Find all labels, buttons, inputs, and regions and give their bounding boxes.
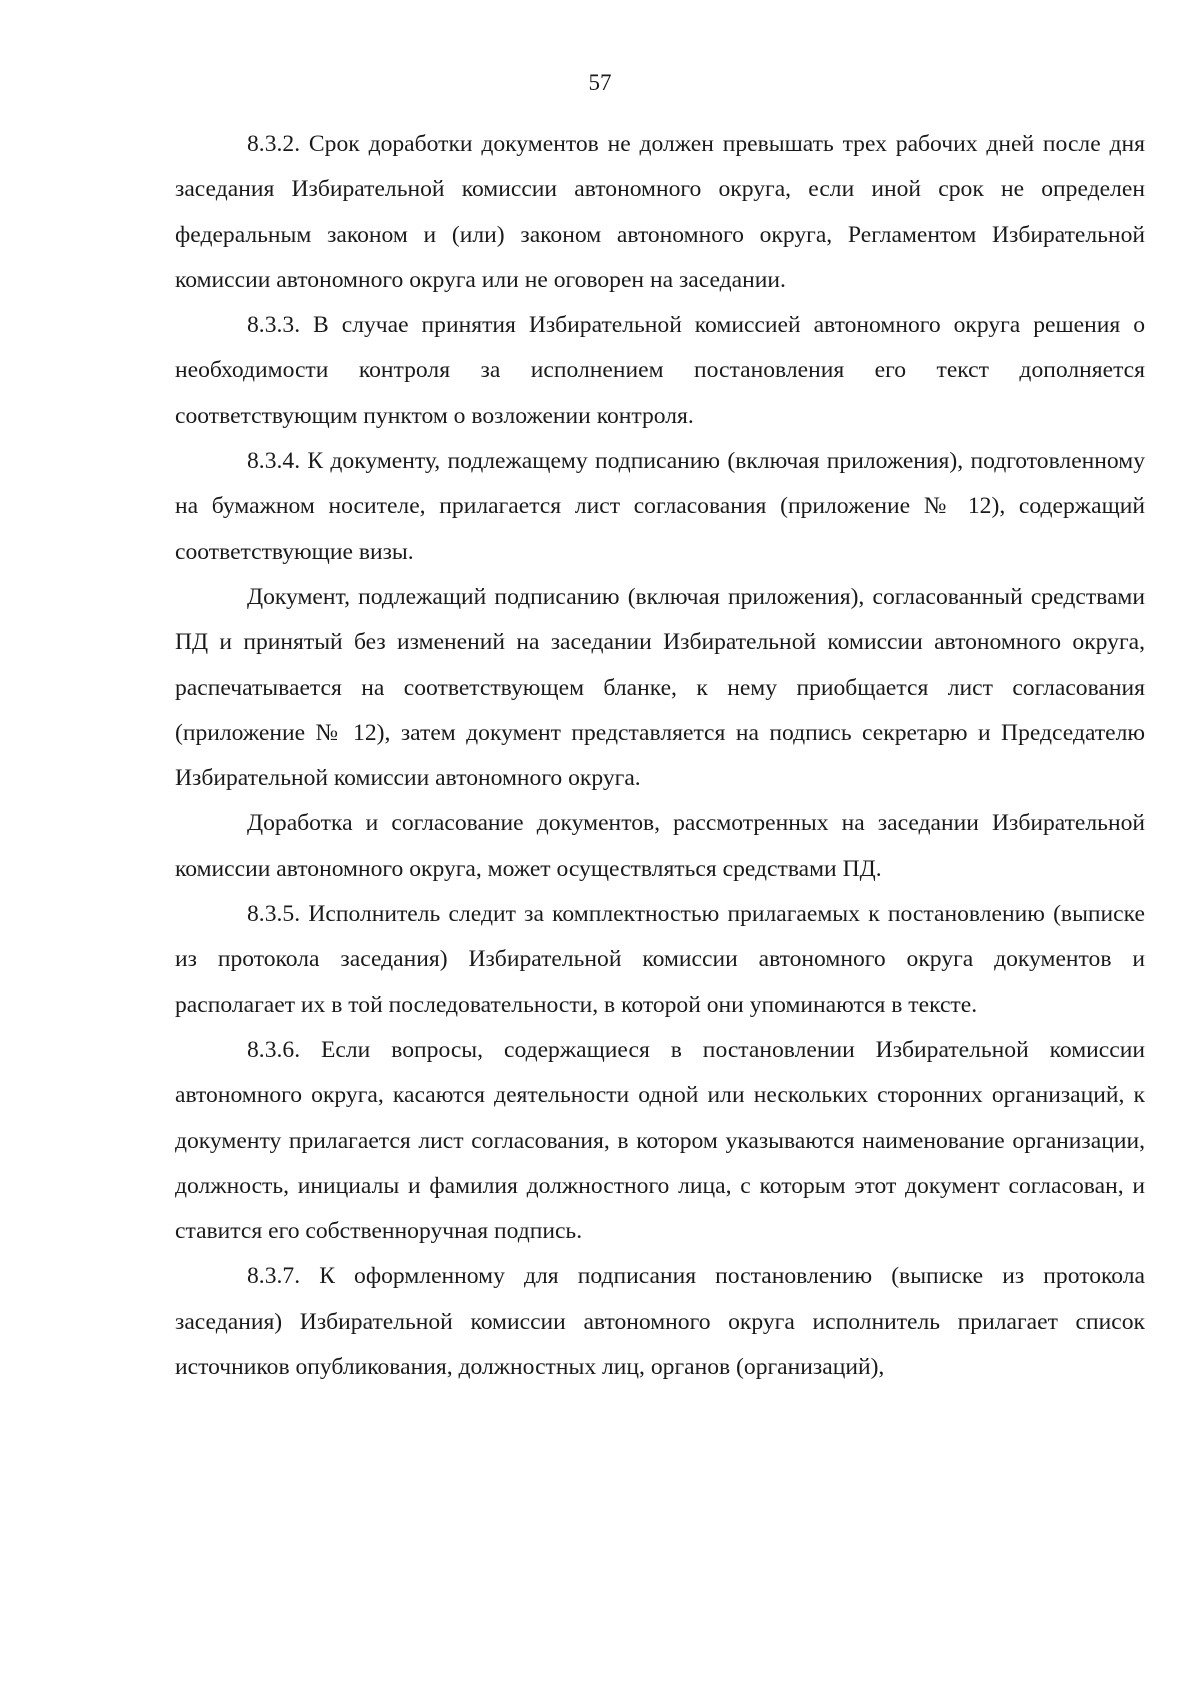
page-number: 57: [588, 70, 612, 95]
paragraph-8-3-3: 8.3.3. В случае принятия Избирательной комиссией автономного округа решения о необходимости контроля за исполнением постановления его текст дополняется соответствующим пунктом о возложении контроля.: [175, 312, 1145, 429]
paragraph-8-3-7: 8.3.7. К оформленному для подписания постановлению (выписке из протокола заседания) Избирательной комиссии автономного округа исполнитель прилагает список источников опубликования, должностных лиц, органов (организаций),: [175, 1263, 1145, 1381]
paragraph-8-3-6: 8.3.6. Если вопросы, содержащиеся в постановлении Избирательной комиссии автономного округа, касаются деятельности одной или нескольких сторонних организаций, к документу прилагается лист согласования, в котором указываются наименование организации, должность, инициалы и фамилия должностного лица, с которым этот документ согласован, и ставится его собственноручная подпись.: [175, 1036, 1145, 1245]
document-body: [175, 122, 1145, 1390]
paragraph-document-signing: Документ, подлежащий подписанию (включая приложения), согласованный средствами ПД и принятый без изменений на заседании Избирательной комиссии автономного округа, распечатывается на соответствующем бланке, к нему приобщается лист согласования (приложение № 12), затем документ представляется на подпись секретарю и Председателю Избирательной комиссии автономного округа.: [175, 583, 1145, 792]
paragraph-8-3-4: 8.3.4. К документу, подлежащему подписанию (включая приложения), подготовленному на бумажном носителе, прилагается лист согласования (приложение № 12), содержащий соответствующие визы.: [175, 448, 1145, 565]
paragraph-8-3-5: 8.3.5. Исполнитель следит за комплектностью прилагаемых к постановлению (выписке из протокола заседания) Избирательной комиссии автономного округа документов и располагает их в той последовательности, в которой они упоминаются в тексте.: [175, 901, 1145, 1018]
paragraph-8-3-2: 8.3.2. Срок доработки документов не должен превышать трех рабочих дней после дня заседания Избирательной комиссии автономного округа, если иной срок не определен федеральным законом и (или) законом автономного округа, Регламентом Избирательной комиссии автономного округа или не оговорен на заседании.: [175, 131, 1145, 293]
paragraph-revision-approval: Доработка и согласование документов, рассмотренных на заседании Избирательной комиссии автономного округа, может осуществляться средствами ПД.: [175, 810, 1145, 882]
